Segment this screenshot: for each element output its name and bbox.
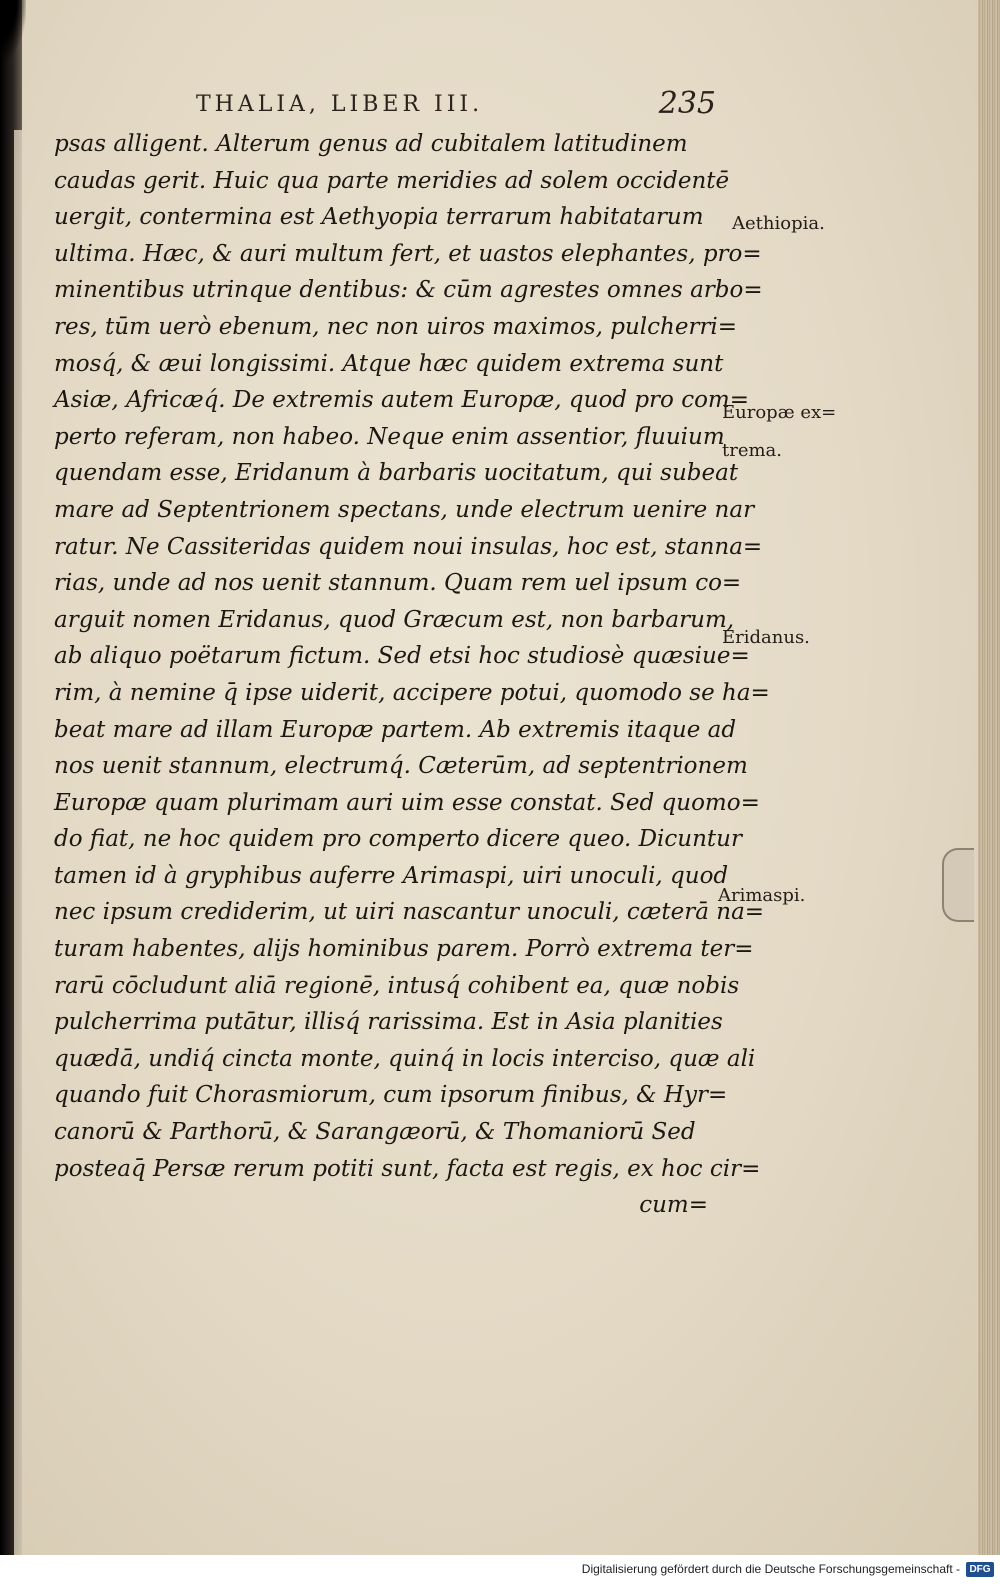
text-line: turam habentes, alijs hominibus parem. Porrò extrema ter= (54, 936, 754, 963)
marginal-note-europae-cont: trema. (722, 440, 783, 461)
text-line: arguit nomen Eridanus, quod Græcum est, non barbarum, (54, 606, 735, 633)
text-line: ultima. Hæc, & auri multum fert, et uastos elephantes, pro= (54, 240, 762, 267)
text-line: uergit, contermina est Aethyopia terrarum habitatarum (54, 204, 704, 231)
catchword: cum= (639, 1192, 708, 1219)
page-block-edges (978, 0, 1000, 1555)
running-head (196, 86, 716, 126)
text-line: tamen id à gryphibus auferre Arimaspi, uiri unoculi, quod (54, 862, 729, 889)
bookmark-tab (942, 848, 974, 922)
marginal-note-europae: Europæ ex= (722, 402, 837, 423)
corner-shadow (0, 0, 26, 60)
text-line: res, tūm uerò ebenum, nec non uiros maximos, pulcherri= (54, 313, 738, 340)
text-line: rim, à nemine q̄ ipse uiderit, accipere potui, quomodo se ha= (54, 679, 770, 706)
text-line: posteaq̄ Persæ rerum potiti sunt, facta est regis, ex hoc cir= (54, 1155, 761, 1182)
text-line: do fiat, ne hoc quidem pro comperto dicere queo. Dicuntur (54, 826, 742, 853)
text-line: nec ipsum crediderim, ut uiri nascantur unoculi, cæterā na= (54, 899, 765, 926)
footer-bar (0, 1555, 1000, 1589)
running-title: THALIA, LIBER III. (196, 92, 484, 117)
text-line: psas alligent. Alterum genus ad cubitalem latitudinem (54, 131, 688, 157)
text-line: perto referam, non habeo. Neque enim assentior, fluuium (54, 423, 725, 450)
text-line: Europæ quam plurimam auri uim esse constat. Sed quomo= (54, 789, 760, 816)
text-line: rias, unde ad nos uenit stannum. Quam rem uel ipsum co= (54, 570, 742, 597)
text-line: nos uenit stannum, electrumq́. Cæterūm, ad septentrionem (54, 753, 748, 780)
page-number: 235 (658, 86, 716, 121)
text-line: quædā, undiq́ cincta monte, quinq́ in locis interciso, quæ ali (54, 1045, 756, 1072)
text-line: quando fuit Chorasmiorum, cum ipsorum finibus, & Hyr= (54, 1082, 728, 1109)
marginal-note-arimaspi: Arimaspi. (718, 885, 806, 906)
digitization-credit: Digitalisierung gefördert durch die Deutsche Forschungsgemeinschaft - (581, 1562, 960, 1576)
text-line: Asiæ, Africæq́. De extremis autem Europæ, quod pro com= (54, 387, 750, 414)
marginal-note-eridanus: Eridanus. (722, 627, 810, 648)
text-line: mosq́, & æui longissimi. Atque hæc quidem extrema sunt (54, 350, 724, 377)
text-line: quendam esse, Eridanum à barbaris uocitatum, qui subeat (54, 460, 739, 487)
text-line: rarū cōcludunt aliā regionē, intusq́ cohibent ea, quæ nobis (54, 972, 740, 999)
text-line: ab aliquo poëtarum fictum. Sed etsi hoc studiosè quæsiue= (54, 643, 750, 670)
text-line: canorū & Parthorū, & Sarangæorū, & Thomaniorū Sed (54, 1119, 696, 1146)
text-line: pulcherrima putātur, illisq́ rarissima. Est in Asia planities (54, 1009, 723, 1036)
main-text-block (54, 126, 770, 1224)
marginal-note-aethiopia: Aethiopia. (732, 213, 825, 234)
text-line: minentibus utrinque dentibus: & cūm agrestes omnes arbo= (54, 277, 763, 304)
dfg-logo: DFG (966, 1562, 994, 1577)
text-line: caudas gerit. Huic qua parte meridies ad solem occidentē (54, 167, 730, 194)
text-line: beat mare ad illam Europæ partem. Ab extremis itaque ad (54, 716, 737, 743)
text-line: mare ad Septentrionem spectans, unde electrum uenire nar (54, 496, 755, 523)
text-line: ratur. Ne Cassiteridas quidem noui insulas, hoc est, stanna= (54, 533, 763, 560)
